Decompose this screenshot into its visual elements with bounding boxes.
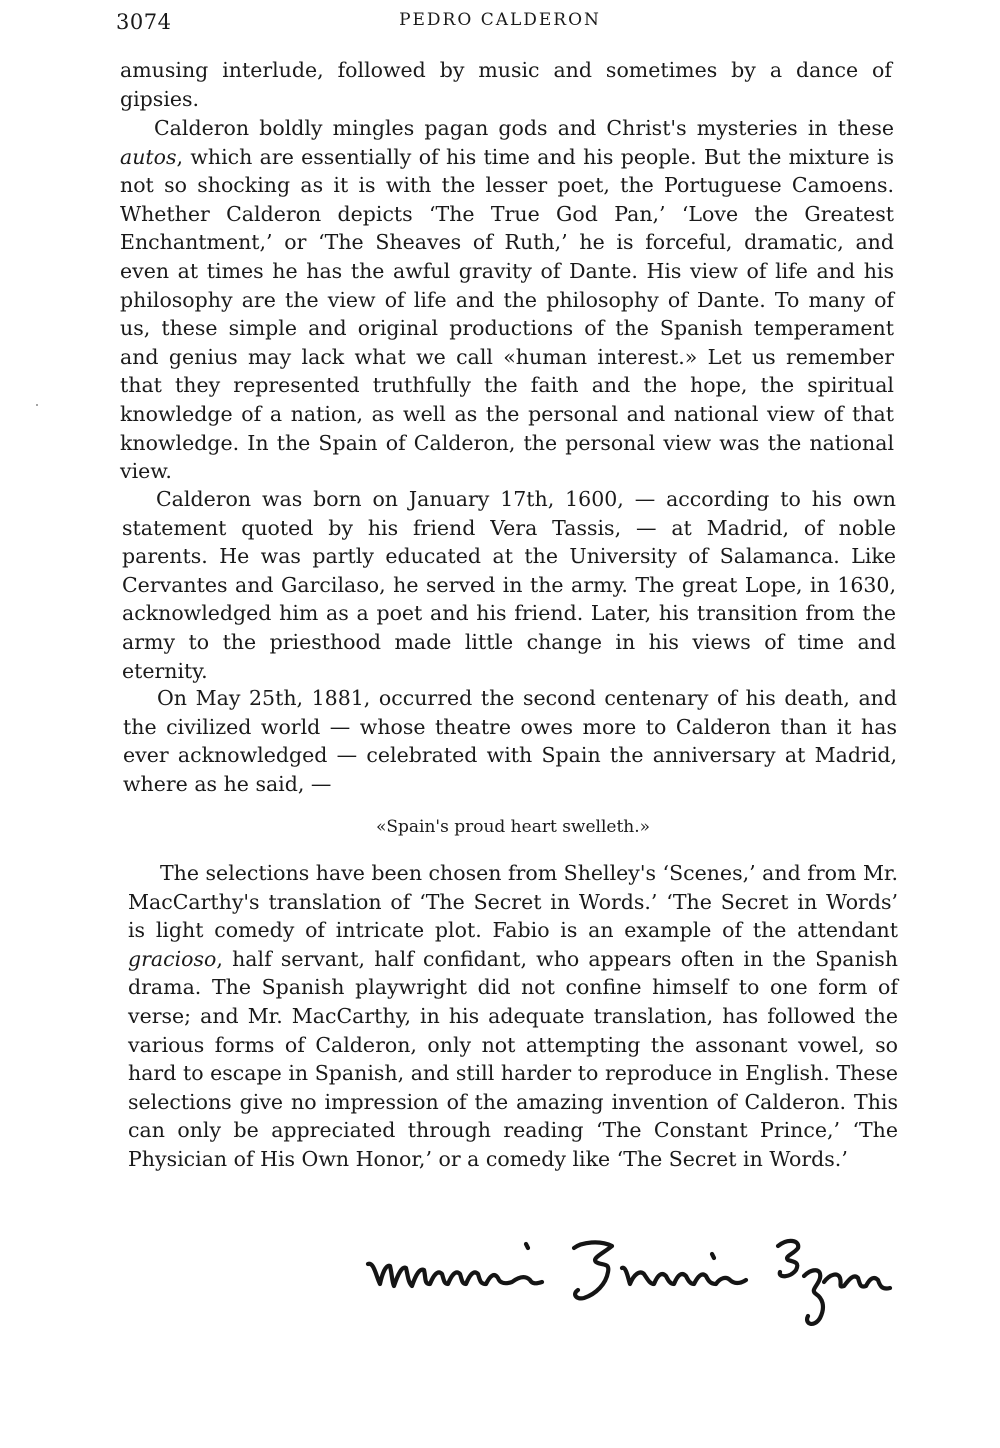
margin-speck (36, 404, 38, 406)
paragraph-4-text: On May 25th, 1881, occurred the second centenary of his death, and the civilized world — whose theatre owes more to Calderon than it has ever acknowledged — celebrated with Spain the anniversary at Madrid, where as he said, — (123, 686, 897, 796)
italic-autos: autos (120, 144, 177, 169)
signature-stroke-egan-3 (824, 1275, 890, 1289)
paragraph-2 (120, 114, 894, 486)
paragraph-5-text-b: , half servant, half confidant, who appears often in the Spanish drama. The Spanish playwright did not confine himself to one form of verse; and Mr. MacCarthy, in his adequate translation, has followed the various forms of Calderon, only not attempting the assonant vowel, so hard to escape in Spanish, and still harder to reproduce in English. These selections give no impression of the amazing invention of Calderon. This can only be appreciated through reading ‘The Constant Prince,’ ‘The Physician of His Own Honor,’ or a comedy like ‘The Secret in Words.’ (128, 946, 898, 1171)
signature-dot-2 (712, 1254, 714, 1258)
running-head: PEDRO CALDERON (399, 10, 601, 30)
signature-stroke-francis (574, 1242, 612, 1298)
italic-gracioso: gracioso (128, 946, 217, 971)
paragraph-2-text-b: , which are essentially of his time and his people. But the mixture is not so shocking as it is with the lesser poet, the Portuguese Camoens. Whether Calderon depicts ‘The True God Pan,’ ‘Love the Greatest Enchantment,’ or ‘The Sheaves of Ruth,’ he is forceful, dramatic, and even at times he has the awful gravity of Dante. His view of life and his philosophy are the view of life and the philosophy of Dante. To many of us, these simple and original productions of the Spanish temperament and genius may lack what we call «human interest.» Let us remember that they represented truthfully the faith and the hope, the spiritual knowledge of a nation, as well as the personal and national view of that knowledge. In the Spain of Calderon, the personal view was the national view. (120, 144, 894, 484)
block-quote: «Spain's proud heart swelleth.» (375, 817, 651, 837)
page-number: 3074 (116, 10, 172, 34)
paragraph-1 (120, 56, 892, 113)
paragraph-1-text: amusing interlude, followed by music and sometimes by a dance of gipsies. (120, 58, 892, 111)
signature-dot-1 (526, 1244, 528, 1248)
paragraph-4 (123, 684, 897, 798)
paragraph-5 (128, 859, 898, 1174)
signature-stroke-egan-2 (804, 1270, 823, 1324)
paragraph-3 (122, 485, 896, 685)
signature-graphic (360, 1232, 900, 1332)
paragraph-5-text-a: The selections have been chosen from Shelley's ‘Scenes,’ and from Mr. MacCarthy's translation of ‘The Secret in Words.’ ‘The Secret in Words’ is light comedy of intricate plot. Fabio is an example of the attendant (128, 861, 898, 943)
signature-stroke-francis-2 (622, 1268, 746, 1284)
author-signature (360, 1232, 900, 1332)
paragraph-2-text-a: Calderon boldly mingles pagan gods and Christ's mysteries in these (154, 116, 894, 140)
signature-stroke-egan (778, 1241, 798, 1276)
signature-stroke-maurice (368, 1264, 542, 1286)
paragraph-3-text: Calderon was born on January 17th, 1600, — according to his own statement quoted by his friend Vera Tassis, — at Madrid, of noble parents. He was partly educated at the University of Salamanca. Like Cervantes and Garcilaso, he served in the army. The great Lope, in 1630, acknowledged him as a poet and his friend. Later, his transition from the army to the priesthood made little change in his views of time and eternity. (122, 487, 896, 683)
